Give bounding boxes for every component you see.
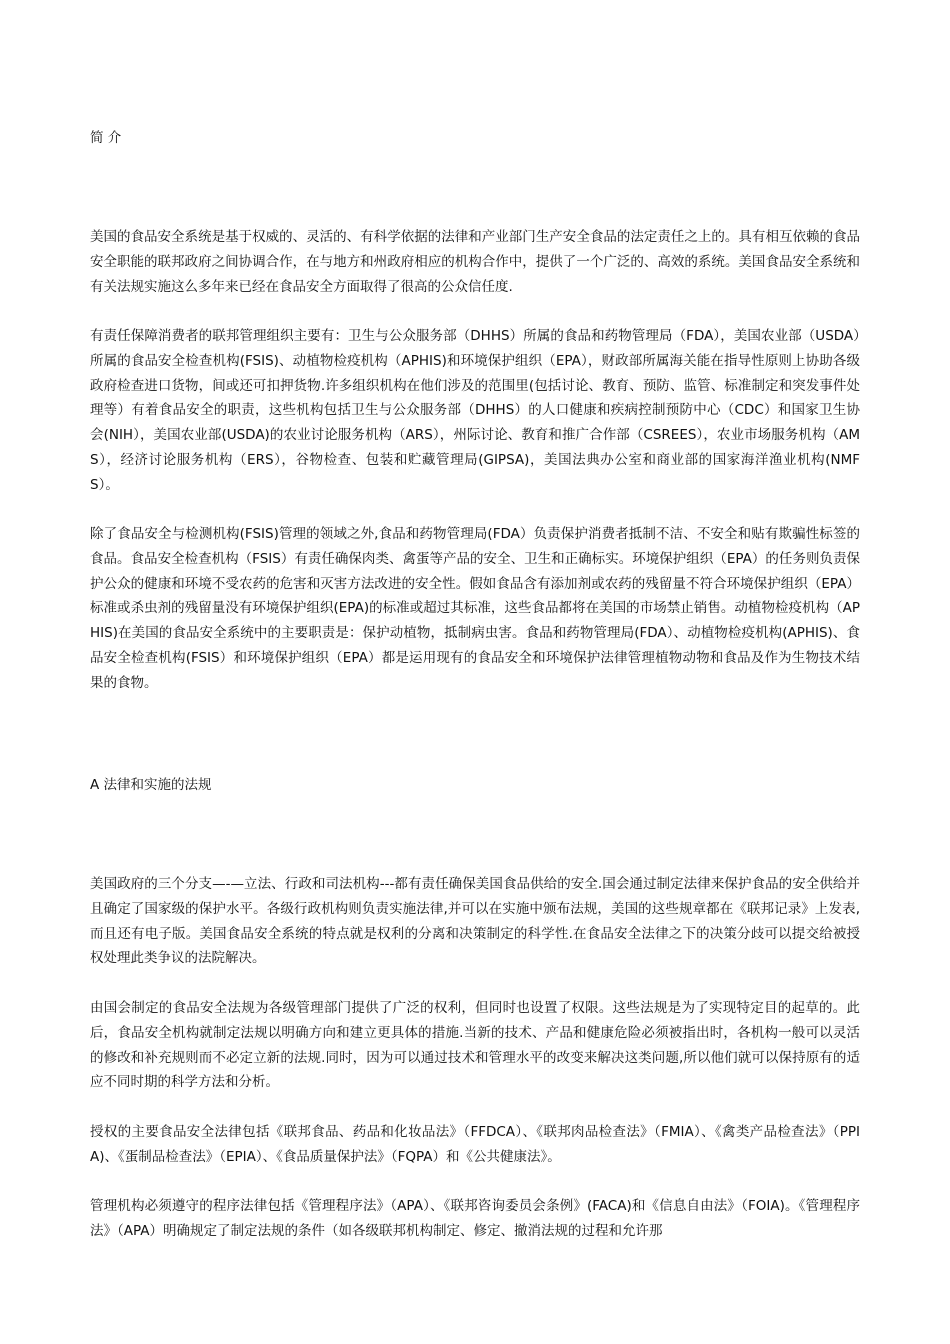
section-a-title: A 法律和实施的法规 xyxy=(90,777,212,793)
section-intro-title: 简 介 xyxy=(90,130,122,146)
section-a-paragraph-3: 授权的主要食品安全法律包括《联邦食品、药品和化妆品法》（FFDCA）、《联邦肉品检查法》（FMIA）、《禽类产品检查法》（PPIA)、《蛋制品检查法》（EPIA）、《食品质量保护法》（FQPA）和《公共健康法》。 xyxy=(90,1124,860,1165)
section-a-paragraph-1: 美国政府的三个分支—-—立法、行政和司法机构---都有责任确保美国食品供给的安全.国会通过制定法律来保护食品的安全供给并且确定了国家级的保护水平。各级行政机构则负责实施法律,并可以在实施中颁布法规，美国的这些规章都在《联邦记录》上发表,而且还有电子版。美国食品安全系统的特点就是权利的分离和决策制定的科学性.在食品安全法律之下的决策分歧可以提交给被授权处理此类争议的法院解决。 xyxy=(90,876,860,967)
intro-paragraph-3: 除了食品安全与检测机构(FSIS)管理的领域之外,食品和药物管理局(FDA）负责保护消费者抵制不洁、不安全和贴有欺骗性标签的食品。食品安全检查机构（FSIS）有责任确保肉类、禽蛋等产品的安全、卫生和正确标实。环境保护组织（EPA）的任务则负责保护公众的健康和环境不受农药的危害和灭害方法改进的安全性。假如食品含有添加剂或农药的残留量不符合环境保护组织（EPA）标准或杀虫剂的残留量没有环境保护组织(EPA)的标准或超过其标准，这些食品都将在美国的市场禁止销售。动植物检疫机构（APHIS)在美国的食品安全系统中的主要职责是：保护动植物，抵制病虫害。食品和药物管理局(FDA）、动植物检疫机构(APHIS)、食品安全检查机构(FSIS）和环境保护组织（EPA）都是运用现有的食品安全和环境保护法律管理植物动物和食品及作为生物技术结果的食物。 xyxy=(90,526,860,691)
section-a-paragraph-4: 管理机构必须遵守的程序法律包括《管理程序法》（APA）、《联邦咨询委员会条例》(FACA)和《信息自由法》（FOIA)。《管理程序法》（APA）明确规定了制定法规的条件（如各级联邦机构制定、修定、撤消法规的过程和允许那 xyxy=(90,1198,860,1239)
intro-paragraph-1: 美国的食品安全系统是基于权威的、灵活的、有科学依据的法律和产业部门生产安全食品的法定责任之上的。具有相互依赖的食品安全职能的联邦政府之间协调合作，在与地方和州政府相应的机构合作中，提供了一个广泛的、高效的系统。美国食品安全系统和有关法规实施这么多年来已经在食品安全方面取得了很高的公众信任度. xyxy=(90,229,860,295)
section-a-paragraph-2: 由国会制定的食品安全法规为各级管理部门提供了广泛的权利，但同时也设置了权限。这些法规是为了实现特定目的起草的。此后，食品安全机构就制定法规以明确方向和建立更具体的措施.当新的技术、产品和健康危险必须被指出时，各机构一般可以灵活的修改和补充规则而不必定立新的法规.同时，因为可以通过技术和管理水平的改变来解决这类问题,所以他们就可以保持原有的适应不同时期的科学方法和分析。 xyxy=(90,1000,860,1091)
intro-paragraph-2: 有责任保障消费者的联邦管理组织主要有：卫生与公众服务部（DHHS）所属的食品和药物管理局（FDA），美国农业部（USDA）所属的食品安全检查机构(FSIS)、动植物检疫机构（APHIS)和环境保护组织（EPA），财政部所属海关能在指导性原则上协助各级政府检查进口货物，间或还可扣押货物.许多组织机构在他们涉及的范围里(包括讨论、教育、预防、监管、标准制定和突发事件处理等）有着食品安全的职责，这些机构包括卫生与公众服务部（DHHS）的人口健康和疾病控制预防中心（CDC）和国家卫生协会(NIH），美国农业部(USDA)的农业讨论服务机构（ARS），州际讨论、教育和推广合作部（CSREES），农业市场服务机构（AMS），经济讨论服务机构（ERS），谷物检查、包装和贮藏管理局(GIPSA)，美国法典办公室和商业部的国家海洋渔业机构(NMFS）。 xyxy=(90,328,860,493)
